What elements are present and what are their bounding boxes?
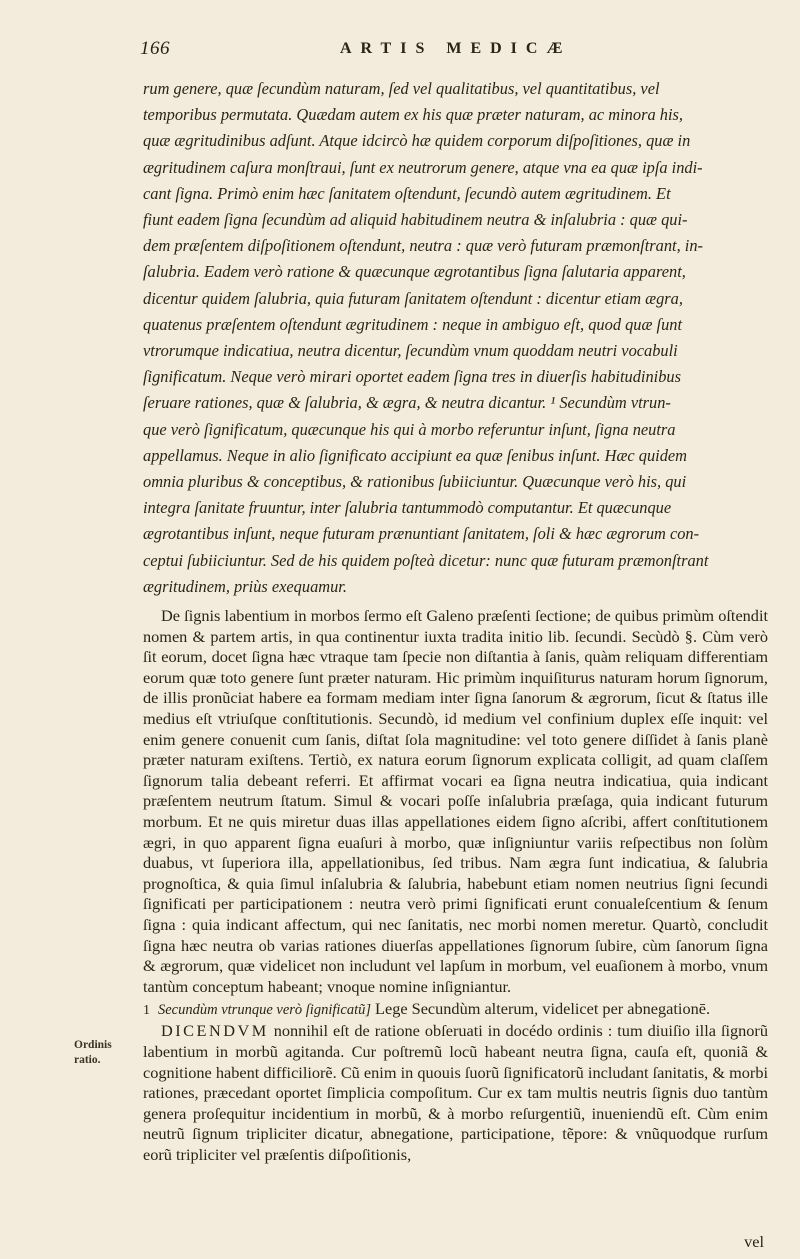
footnote-mark: 1 (143, 1003, 150, 1019)
commentary-paragraph: De ſignis labentium in morbos ſermo eſt Galeno præſenti ſectione; de quibus primùm oſtendit nomen & partem artis, in qua continentur iuxta tradita initio lib. ſecundi. Secùdò §. Cùm verò ſit eorum, docet ſigna hæc vtraque tam ſpecie non diſtantia à ſanis, quàm reliquam differentiam eorum quæ toto genere ſunt præter naturam. Hic primùm inquiſiturus naturam horum ſignorum, de illis pronũciat habere ea formam mediam inter ſigna ſanorum & ægrorum, ſicut & ſtatus ille medius eſt vtriuſque conſtitutionis. Secundò, id medium vel confinium duplex eſſe inquit: vel enim genere conuenit cum ſanis, diſtat ſola magnitudine: vel toto genere diſſidet à ſanis planè præter naturam exiſtens. Tertiò, ex natura eorum ſignorum explicata colligit, ad quam claſſem ſignorum talia debeant referri. Et affirmat vocari ea ſigna neutra indicatiua, quia indicant præſentem neutrum ſtatum. Simul & vocari poſſe inſalubria præſaga, quia indicant futurum morbum. Et ne quis miretur duas illas appellationes eidem ſigno aſcribi, affert conſtitutionem ægri, in quo apparent ſigna euaſuri à morbo, quæ inſigniuntur variis reſpectibus non ſolùm duabus, vt ſuperiora illa, appellationibus, ſed tribus. Nam ægra ſunt indicatiua, & ſalubria prognoſtica, & quia ſimul inſalubria & ſalubria, habebunt etiam nomen neutrius ſigni ſecundi ſignificati per participationem : neutra verò primi ſignificati erunt conualeſcentium & ſenum ſigna : quia indicant affectum, qui nec ſanitatis, nec morbi nomen meretur. Quartò, concludit ſigna hæc neutra ob varias rationes diuerſas appellationes ſignorum ſubire, cùm ſanorum ſigna & ægrorum, quæ videlicet non includunt vel lapſum in morbum, vel euaſionem à morbo, vnum tantùm conceptum habeant; vnoque nomine inſigniantur. (143, 606, 768, 996)
text-line: ſignificatum. Neque verò mirari oportet eadem ſigna tres in diuerſis habitudinibus (143, 367, 681, 387)
footnote (143, 998, 768, 1021)
text-line: vtrorumque indicatiua, neutra dicentur, ſecundùm vnum quoddam neutri vocabuli (143, 341, 678, 361)
footnote-lemma: Secundùm vtrunque verò ſignificatũ] (158, 1002, 372, 1019)
section-paragraph (143, 1021, 768, 1165)
text-line: temporibus permutata. Quædam autem ex his quæ præter naturam, ac minora his, (143, 105, 683, 125)
text-line: ægritudinem, priùs exequamur. (143, 576, 347, 596)
page-header (140, 38, 760, 66)
text-line: ſalubria. Eadem verò ratione & quæcunque ægrotantibus ſigna ſalutaria apparent, (143, 262, 686, 282)
lead-word: DICENDVM (161, 1021, 269, 1041)
text-line: que verò ſignificatum, quæcunque his qui à morbo referuntur inſunt, ſigna neutra (143, 419, 676, 439)
galen-text (143, 76, 768, 600)
text-line: ægritudinem caſura monſtraui, ſunt ex neutrorum genere, atque vna ea quæ ipſa indi- (143, 157, 703, 177)
text-line: rum genere, quæ ſecundùm naturam, ſed vel qualitatibus, vel quantitatibus, vel (143, 79, 660, 98)
text-line: quatenus præſentem oſtendunt ægritudinem : neque in ambiguo eſt, quod quæ ſunt (143, 314, 683, 334)
running-title: ARTIS MEDICÆ (340, 40, 572, 57)
text-line: quæ ægritudinibus adſunt. Atque idcircò hæ quidem corporum diſpoſitiones, quæ in (143, 131, 691, 151)
main-text (143, 76, 768, 1166)
text-line: fiunt eadem ſigna ſecundùm ad aliquid habitudinem neutra & inſalubria : quæ qui- (143, 210, 688, 230)
page-number: 166 (140, 38, 170, 59)
text-line: omnia pluribus & conceptibus, & rationibus ſubiiciuntur. Quæcunque verò his, qui (143, 472, 687, 492)
text-line: ſeruare rationes, quæ & ſalubria, & ægra, & neutra dicantur. ¹ Secundùm vtrun- (143, 393, 671, 413)
catchword: vel (744, 1232, 764, 1251)
text-line: dicentur quidem ſalubria, quia futuram ſanitatem oſtendunt : dicentur etiam ægra, (143, 288, 683, 308)
text-line: integra ſanitate fruuntur, inter ſalubria tantummodò computantur. Et quæcunque (143, 498, 672, 518)
section-text: nonnihil eſt de ratione obſeruati in docédo ordinis : tum diuiſio illa ſignorũ labentium in morbũ agitanda. Cur poſtremũ locũ habeant neutra ſigna, cauſa eſt, quoniã & cognitione habent difficiliorẽ. Cũ enim in quouis ſuorũ ſignificatorũ includant ſanitatis, & morbi rationes, præcedant oportet ſimplicia compoſitum. Cur ex tam multis neutris ſignis duo tantùm genera proſequitur incidentium in morbũ, & à morbo reſurgentiũ, inueniendũ eſt. Cùm enim neutrũ ſignum tripliciter dicatur, abnegatione, participatione, tẽpore: & vnũquodque rurſum eorũ tripliciter vel præſentis diſpoſitionis, (143, 1021, 768, 1164)
margin-note: Ordinis ratio. (74, 1039, 112, 1066)
text-line: dem præſentem diſpoſitionem oſtendunt, neutra : quæ verò futuram præmonſtrant, in- (143, 236, 703, 256)
text-line: cant ſigna. Primò enim hæc ſanitatem oſtendunt, ſecundò autem ægritudinem. Et (143, 183, 671, 203)
text-line: ceptui ſubiiciuntur. Sed de his quidem poſteà dicetur: nunc quæ futuram præmonſtrant (143, 550, 709, 570)
text-line: appellamus. Neque in alio ſignificato accipiunt ea quæ ſenibus inſunt. Hæc quidem (143, 445, 688, 465)
footnote-text: Lege Secundùm alterum, videlicet per abnegationē. (375, 999, 711, 1019)
text-line: ægrotantibus inſunt, neque futuram prænuntiant ſanitatem, ſoli & hæc ægrorum con- (143, 524, 700, 544)
